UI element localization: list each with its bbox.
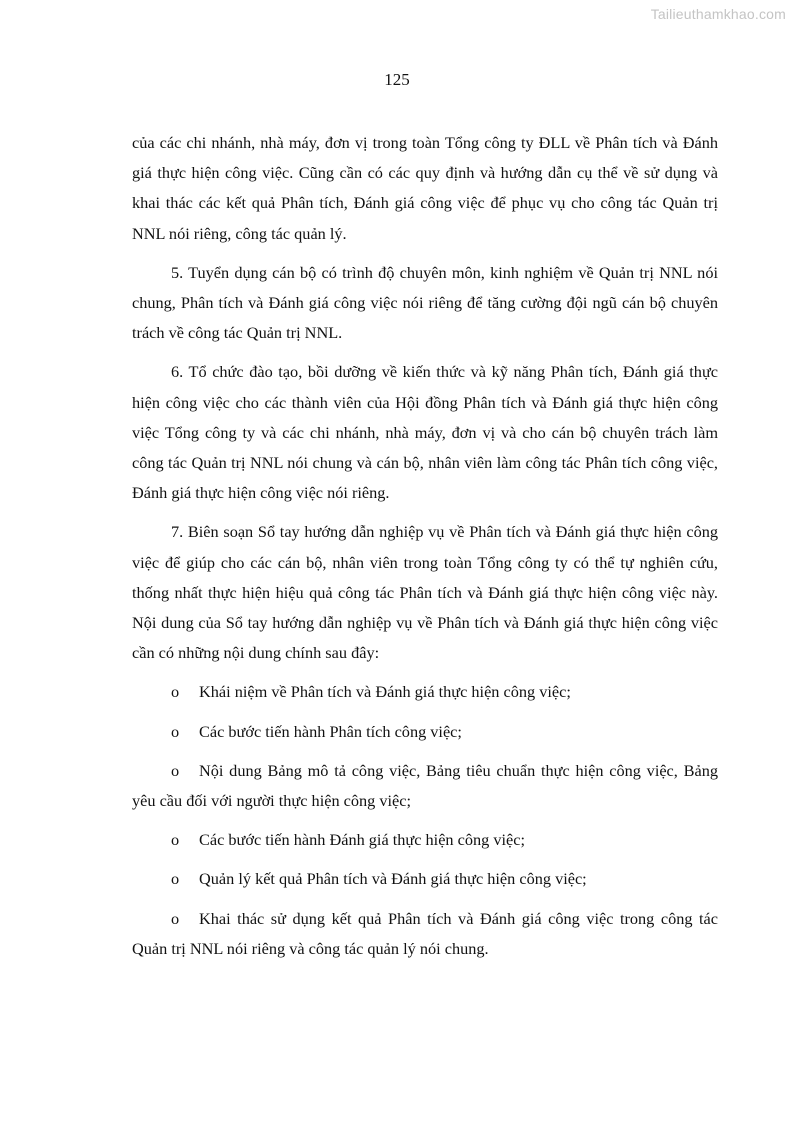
bullet-item: [132, 864, 718, 894]
bullet-item: [132, 904, 718, 964]
bullet-text: Quản lý kết quả Phân tích và Đánh giá thực hiện công việc;: [199, 869, 587, 889]
bullet-marker: o: [171, 830, 180, 850]
paragraph-item-7: 7. Biên soạn Sổ tay hướng dẫn nghiệp vụ về Phân tích và Đánh giá thực hiện công việc để giúp cho các cán bộ, nhân viên trong toàn Tổng công ty có thể tự nghiên cứu, thống nhất thực hiện hiệu quả công tác Phân tích và Đánh giá thực hiện công việc này. Nội dung của Sổ tay hướng dẫn nghiệp vụ về Phân tích và Đánh giá thực hiện công việc cần có những nội dung chính sau đây:: [132, 522, 718, 663]
bullet-marker: o: [171, 869, 180, 889]
bullet-text: Các bước tiến hành Đánh giá thực hiện công việc;: [199, 830, 525, 850]
bullet-item: [132, 717, 718, 747]
paragraph-item-6: 6. Tổ chức đào tạo, bồi dưỡng về kiến thức và kỹ năng Phân tích, Đánh giá thực hiện công việc cho các thành viên của Hội đồng Phân tích và Đánh giá thực hiện công việc Tổng công ty và các chi nhánh, nhà máy, đơn vị và cho cán bộ chuyên trách làm công tác Quản trị NNL nói chung và cán bộ, nhân viên làm công tác Phân tích công việc, Đánh giá thực hiện công việc nói riêng.: [132, 362, 718, 503]
bullet-text: Khái niệm về Phân tích và Đánh giá thực hiện công việc;: [199, 682, 571, 702]
page-number: 125: [384, 70, 410, 89]
bullet-marker: o: [171, 908, 180, 928]
paragraph-item-5: 5. Tuyển dụng cán bộ có trình độ chuyên môn, kinh nghiệm về Quản trị NNL nói chung, Phân tích và Đánh giá công việc nói riêng để tăng cường đội ngũ cán bộ chuyên trách về công tác Quản trị NNL.: [132, 262, 718, 343]
bullet-item: [132, 756, 718, 816]
bullet-text: Khai thác sử dụng kết quả Phân tích và Đánh giá công việc trong công tác Quản trị NNL nói riêng và công tác quản lý nói chung.: [132, 908, 718, 958]
bullet-text: Nội dung Bảng mô tả công việc, Bảng tiêu chuẩn thực hiện công việc, Bảng yêu cầu đối với người thực hiện công việc;: [132, 760, 718, 811]
bullet-marker: o: [171, 682, 180, 702]
paragraph-continuation: của các chi nhánh, nhà máy, đơn vị trong toàn Tổng công ty ĐLL về Phân tích và Đánh giá thực hiện công việc. Cũng cần có các quy định và hướng dẫn cụ thể về sử dụng và khai thác các kết quả Phân tích, Đánh giá công việc để phục vụ cho công tác Quản trị NNL nói riêng, công tác quản lý.: [132, 133, 718, 243]
bullet-item: [132, 677, 718, 707]
bullet-text: Các bước tiến hành Phân tích công việc;: [199, 721, 462, 741]
bullet-item: [132, 825, 718, 855]
bullet-marker: o: [171, 760, 180, 780]
watermark-text: Tailieuthamkhao.com: [650, 6, 786, 22]
bullet-marker: o: [171, 721, 180, 741]
document-body: [132, 128, 718, 973]
